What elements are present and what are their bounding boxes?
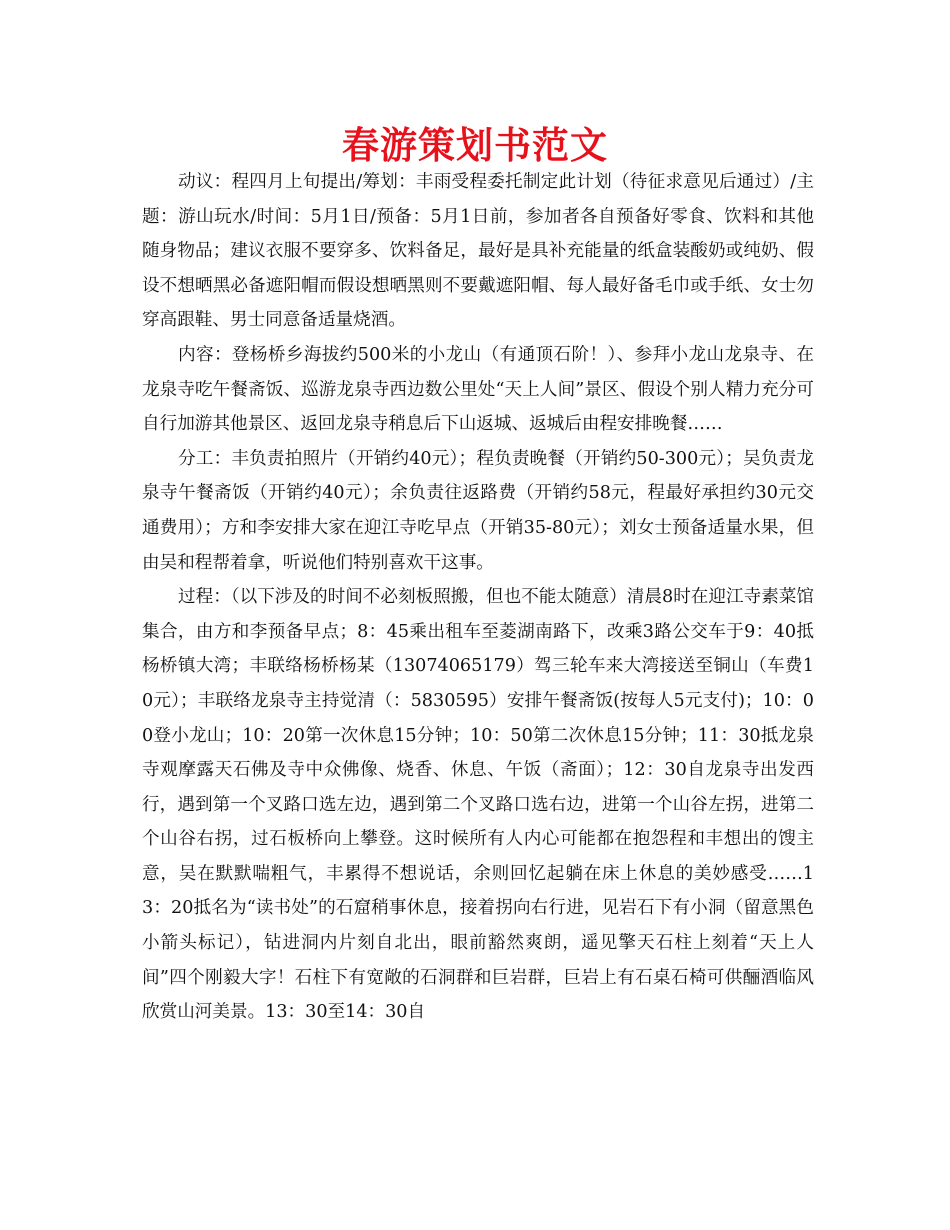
document-body xyxy=(142,165,814,1030)
document-title: 春游策划书范文 xyxy=(342,123,608,167)
paragraph-division-of-labor: 分工：丰负责拍照片（开销约40元）；程负责晚餐（开销约50-300元）；吴负责龙泉寺午餐斋饭（开销约40元）；余负责往返路费（开销约58元，程最好承担约30元交通费用）；方和李安排大家在迎江寺吃早点（开销35-80元）；刘女士预备适量水果，但由吴和程帮着拿，听说他们特别喜欢干这事。 xyxy=(142,448,814,573)
paragraph-content: 内容：登杨桥乡海拔约500米的小龙山（有通顶石阶！）、参拜小龙山龙泉寺、在龙泉寺吃午餐斋饭、巡游龙泉寺西边数公里处“天上人间”景区、假设个别人精力充分可自行加游其他景区、返回龙泉寺稍息后下山返城、返城后由程安排晚餐…… xyxy=(142,344,814,435)
paragraph-process: 过程：（以下涉及的时间不必刻板照搬，但也不能太随意）清晨8时在迎江寺素菜馆集合，由方和李预备早点；8：45乘出租车至菱湖南路下，改乘3路公交车于9：40抵杨桥镇大湾；丰联络杨桥杨某（13074065179）驾三轮车来大湾接送至铜山（车费10元）；丰联络龙泉寺主持觉清（：5830595）安排午餐斋饭(按每人5元支付)；10：00登小龙山；10：20第一次休息15分钟；10：50第二次休息15分钟；11：30抵龙泉寺观摩露天石佛及寺中众佛像、烧香、休息、午饭（斋面）；12：30自龙泉寺出发西行，遇到第一个叉路口选左边，遇到第二个叉路口选右边，进第一个山谷左拐，进第二个山谷右拐，过石板桥向上攀登。这时候所有人内心可能都在抱怨程和丰想出的馊主意，吴在默默喘粗气，丰累得不想说话，余则回忆起躺在床上休息的美妙感受……13：20抵名为“读书处”的石窟稍事休息，接着拐向右行进，见岩石下有小洞（留意黑色小箭头标记），钻进洞内片刻自北出，眼前豁然爽朗，遥见擎天石柱上刻着“天上人间”四个刚毅大字！石柱下有宽敞的石洞群和巨岩群，巨岩上有石桌石椅可供酾酒临风欣赏山河美景。13：30至14：30自 xyxy=(142,587,814,1023)
paragraph-proposal: 动议：程四月上旬提出/筹划：丰雨受程委托制定此计划（待征求意见后通过）/主题：游山玩水/时间：5月1日/预备：5月1日前，参加者各自预备好零食、饮料和其他随身物品；建议衣服不要穿多、饮料备足，最好是具补充能量的纸盒装酸奶或纯奶、假设不想晒黑必备遮阳帽而假设想晒黑则不要戴遮阳帽、每人最好备毛巾或手纸、女士勿穿高跟鞋、男士同意备适量烧酒。 xyxy=(142,172,814,331)
